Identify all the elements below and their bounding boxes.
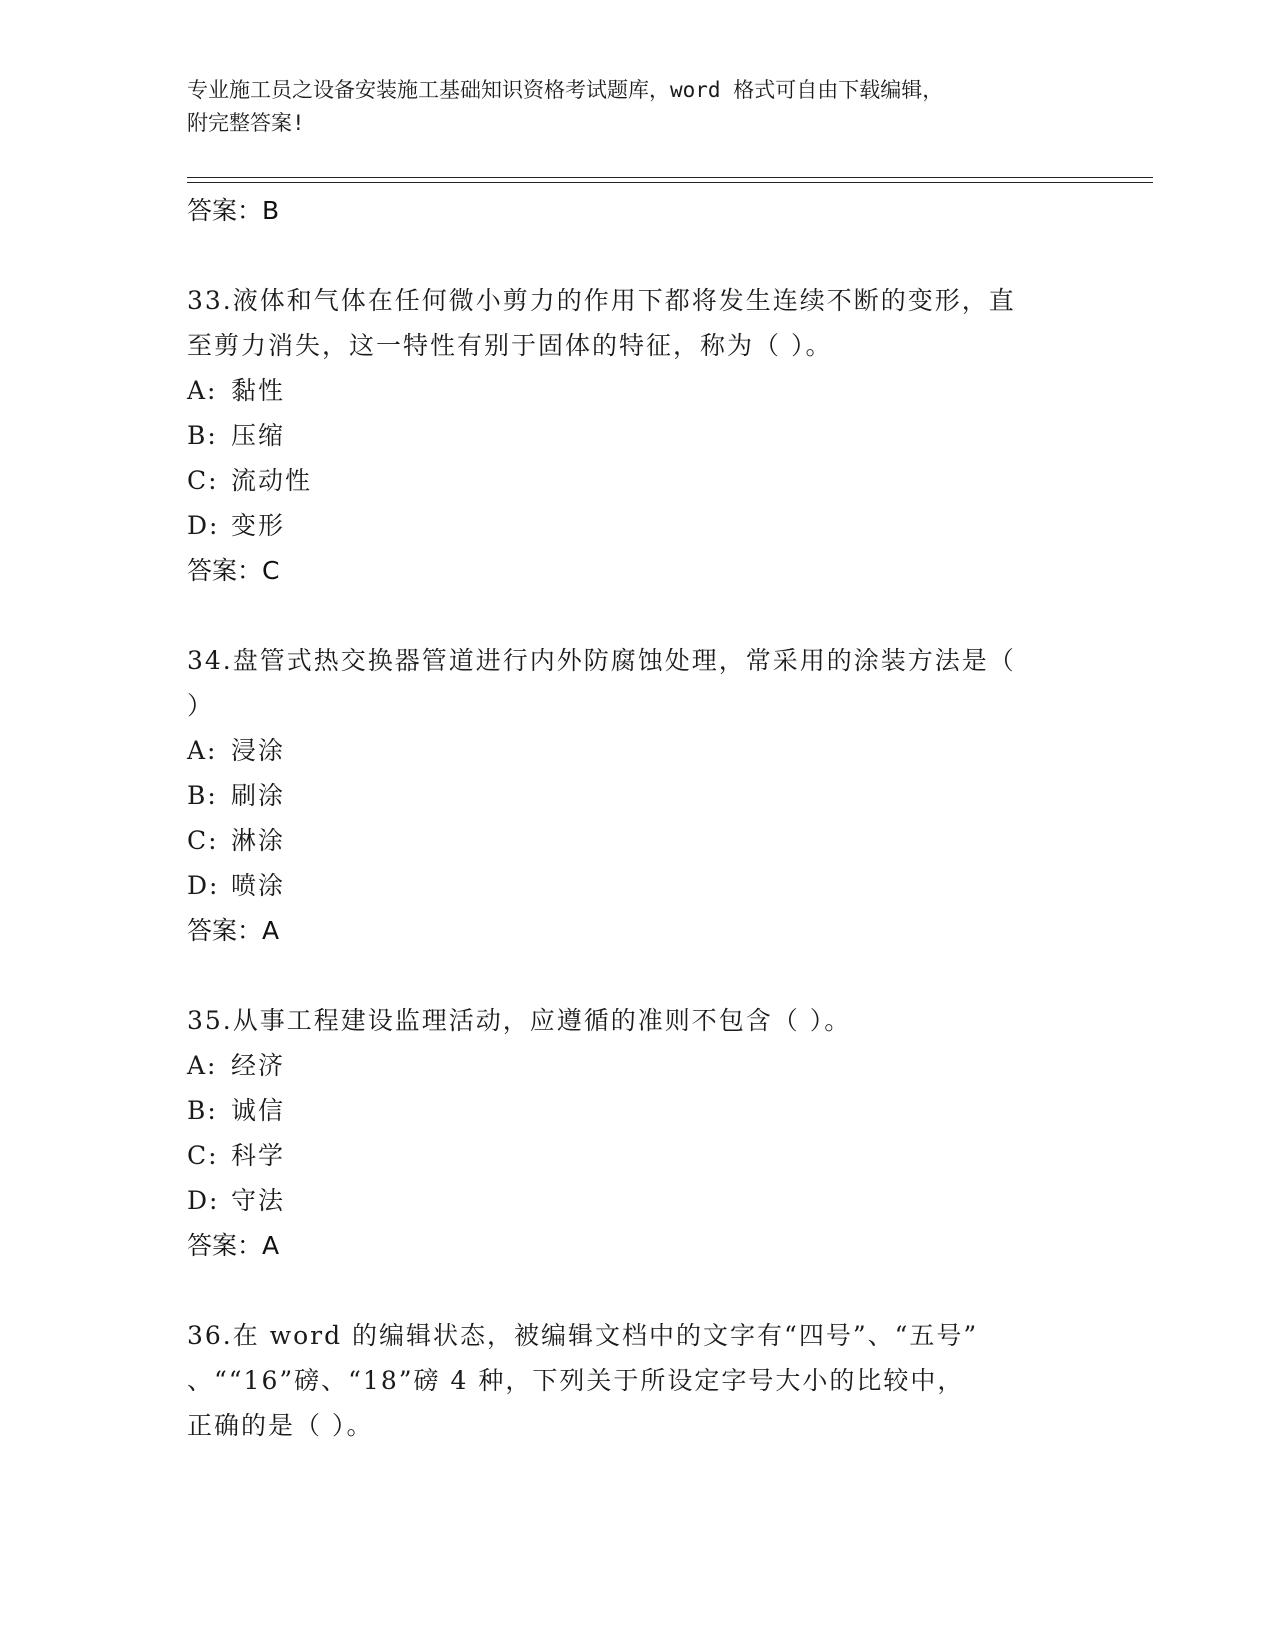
option-label: B: bbox=[187, 1096, 218, 1125]
option-text: 刷涂 bbox=[231, 781, 286, 810]
option-a bbox=[187, 368, 1087, 413]
previous-answer: 答案：B bbox=[187, 196, 280, 225]
stem-line: 36.在 word 的编辑状态，被编辑文档中的文字有“四号”、“五号” bbox=[187, 1321, 979, 1350]
option-b bbox=[187, 413, 1087, 458]
question-stem bbox=[187, 638, 1087, 728]
option-c bbox=[187, 1133, 1087, 1178]
option-b bbox=[187, 773, 1087, 818]
option-label: B: bbox=[187, 781, 218, 810]
option-text: 守法 bbox=[231, 1186, 286, 1215]
option-d bbox=[187, 863, 1087, 908]
option-label: C: bbox=[187, 826, 219, 855]
question-35 bbox=[187, 998, 1087, 1269]
option-text: 淋涂 bbox=[231, 826, 286, 855]
option-label: C: bbox=[187, 1141, 219, 1170]
question-stem bbox=[187, 278, 1087, 368]
answer-line: 答案：A bbox=[187, 916, 280, 945]
stem-line: 35.从事工程建设监理活动，应遵循的准则不包含（ ）。 bbox=[187, 1006, 852, 1035]
stem-line: 至剪力消失，这一特性有别于固体的特征，称为（ ）。 bbox=[187, 331, 833, 360]
header-divider bbox=[187, 177, 1153, 183]
option-text: 浸涂 bbox=[231, 736, 286, 765]
answer-line: 答案：C bbox=[187, 556, 280, 585]
option-text: 喷涂 bbox=[231, 871, 286, 900]
option-label: C: bbox=[187, 466, 219, 495]
answer-line: 答案：A bbox=[187, 1231, 280, 1260]
option-label: A: bbox=[187, 376, 218, 405]
header-line-1: 专业施工员之设备安装施工基础知识资格考试题库，word 格式可自由下载编辑， bbox=[187, 78, 944, 102]
question-33 bbox=[187, 278, 1087, 594]
option-text: 科学 bbox=[231, 1141, 286, 1170]
question-stem bbox=[187, 998, 1087, 1043]
option-text: 经济 bbox=[231, 1051, 286, 1080]
option-text: 黏性 bbox=[231, 376, 286, 405]
stem-line: 33.液体和气体在任何微小剪力的作用下都将发生连续不断的变形，直 bbox=[187, 286, 1016, 315]
question-stem bbox=[187, 1313, 1087, 1448]
option-label: D: bbox=[187, 1186, 220, 1215]
spacer bbox=[187, 234, 1087, 278]
option-a bbox=[187, 1043, 1087, 1088]
option-label: A: bbox=[187, 736, 218, 765]
option-d bbox=[187, 1178, 1087, 1223]
spacer bbox=[187, 954, 1087, 998]
stem-line: 正确的是（ ）。 bbox=[187, 1411, 374, 1440]
option-label: D: bbox=[187, 511, 220, 540]
spacer bbox=[187, 1269, 1087, 1313]
stem-line: 、““16”磅、“18”磅 4 种，下列关于所设定字号大小的比较中， bbox=[187, 1366, 965, 1395]
page-header bbox=[187, 74, 1067, 140]
option-label: D: bbox=[187, 871, 220, 900]
stem-line: 34.盘管式热交换器管道进行内外防腐蚀处理，常采用的涂装方法是（ bbox=[187, 646, 1016, 675]
question-34 bbox=[187, 638, 1087, 954]
question-list bbox=[187, 188, 1087, 1448]
option-text: 压缩 bbox=[231, 421, 286, 450]
option-label: A: bbox=[187, 1051, 218, 1080]
spacer bbox=[187, 594, 1087, 638]
option-d bbox=[187, 503, 1087, 548]
stem-line: ） bbox=[187, 691, 215, 720]
header-line-2: 附完整答案! bbox=[187, 111, 305, 135]
question-36 bbox=[187, 1313, 1087, 1448]
option-text: 诚信 bbox=[231, 1096, 286, 1125]
option-c bbox=[187, 818, 1087, 863]
option-label: B: bbox=[187, 421, 218, 450]
option-text: 变形 bbox=[231, 511, 286, 540]
option-c bbox=[187, 458, 1087, 503]
option-text: 流动性 bbox=[231, 466, 313, 495]
option-b bbox=[187, 1088, 1087, 1133]
option-a bbox=[187, 728, 1087, 773]
